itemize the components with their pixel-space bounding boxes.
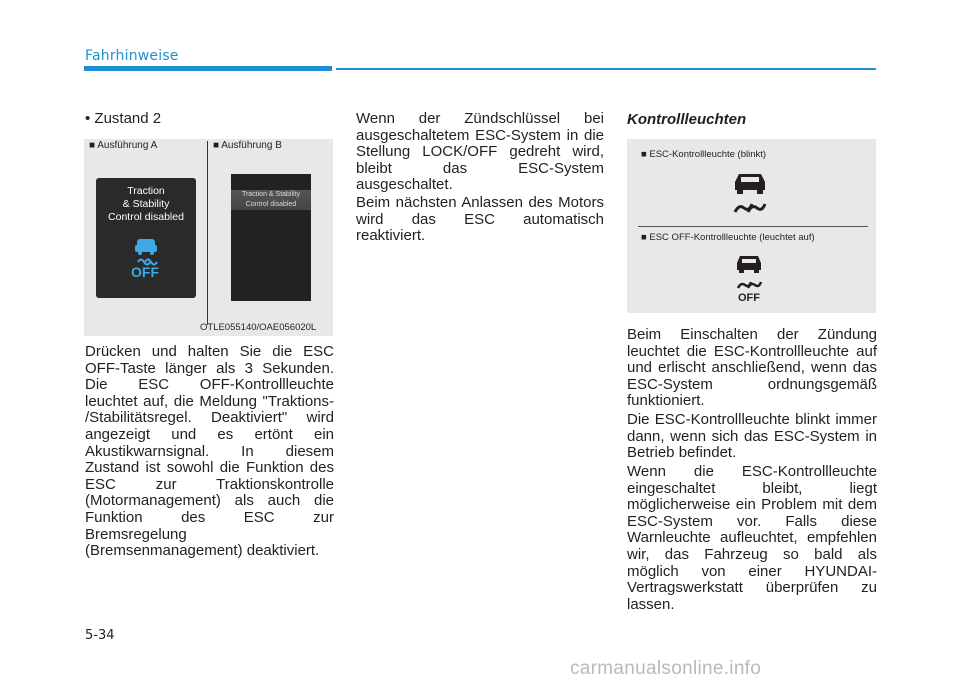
display-a-message: [96, 185, 196, 224]
display-a-line2: & Stability: [122, 198, 170, 210]
right-paragraph-1: Beim Einschalten der Zündung leuchtet die ESC-Kontrollleuchte auf und erlischt anschließend, wenn das ESC-System ordnungsgemäß funktioniert.: [627, 326, 877, 410]
page-number: 5-34: [85, 628, 115, 643]
display-a-line3: Control disabled: [108, 211, 184, 223]
header-rule-thick: [84, 66, 332, 71]
header-rule-thin: [336, 68, 876, 70]
panel-divider: [207, 141, 208, 325]
display-b-line2: Control disabled: [245, 201, 297, 208]
left-paragraph: Drücken und halten Sie die ESC OFF-Taste länger als 3 Sekunden. Die ESC OFF-Kontrollleuchte leuchtet auf, die Meldung "Traktions- /Stabilitätsregel. Deaktiviert" wird angezeigt und es ertönt ein Akustikwarnsignal. In diesem Zustand ist sowohl die Funktion des ESC zur Traktionskontrolle (Motormanagement) als auch die Funktion des ESC zur Bremsregelung (Bremsenmanagement) deaktiviert.: [85, 343, 334, 560]
indicator-2-off: OFF: [738, 292, 760, 304]
image-code: OTLE055140/OAE056020L: [200, 322, 317, 333]
esc-off-indicator-icon: [735, 252, 765, 292]
section-title: Fahrhinweise: [85, 48, 179, 64]
indicator-divider: [638, 226, 868, 227]
esc-off-icon: [131, 236, 161, 266]
right-paragraph-3: Wenn die ESC-Kontrollleuchte eingeschaltet bleibt, liegt möglicherweise ein Problem mit dem ESC-System vor. Falls diese Warnleuchte aufleuchtet, empfehlen wir, das Fahrzeug so bald als möglich von einer HYUNDAI-Vertragswerkstatt überprüfen zu lassen.: [627, 463, 877, 613]
middle-paragraph-1: Wenn der Zündschlüssel bei ausgeschaltetem ESC-System in die Stellung LOCK/OFF gedreht wird, bleibt das ESC-System ausgeschaltet.: [356, 110, 604, 194]
watermark: carmanualsonline.info: [570, 658, 762, 679]
right-paragraph-2: Die ESC-Kontrollleuchte blinkt immer dann, wenn sich das ESC-System in Betrieb befindet.: [627, 411, 877, 462]
esc-indicator-icon: [731, 168, 771, 216]
display-b-message: [231, 190, 311, 210]
display-a-line1: Traction: [127, 185, 165, 197]
indicator-1-label: ■ ESC-Kontrollleuchte (blinkt): [641, 149, 767, 160]
bullet-zustand: • Zustand 2: [85, 110, 162, 127]
variant-b-label: ■ Ausführung B: [213, 140, 282, 151]
heading-kontrollleuchten: Kontrollleuchten: [627, 111, 747, 128]
variant-a-label: ■ Ausführung A: [89, 140, 158, 151]
display-a-off: OFF: [131, 264, 159, 280]
display-b-line1: Traction & Stability: [241, 191, 301, 198]
middle-paragraph-2: Beim nächsten Anlassen des Motors wird das ESC automatisch reaktiviert.: [356, 194, 604, 245]
indicator-2-label: ■ ESC OFF-Kontrollleuchte (leuchtet auf): [641, 232, 815, 243]
